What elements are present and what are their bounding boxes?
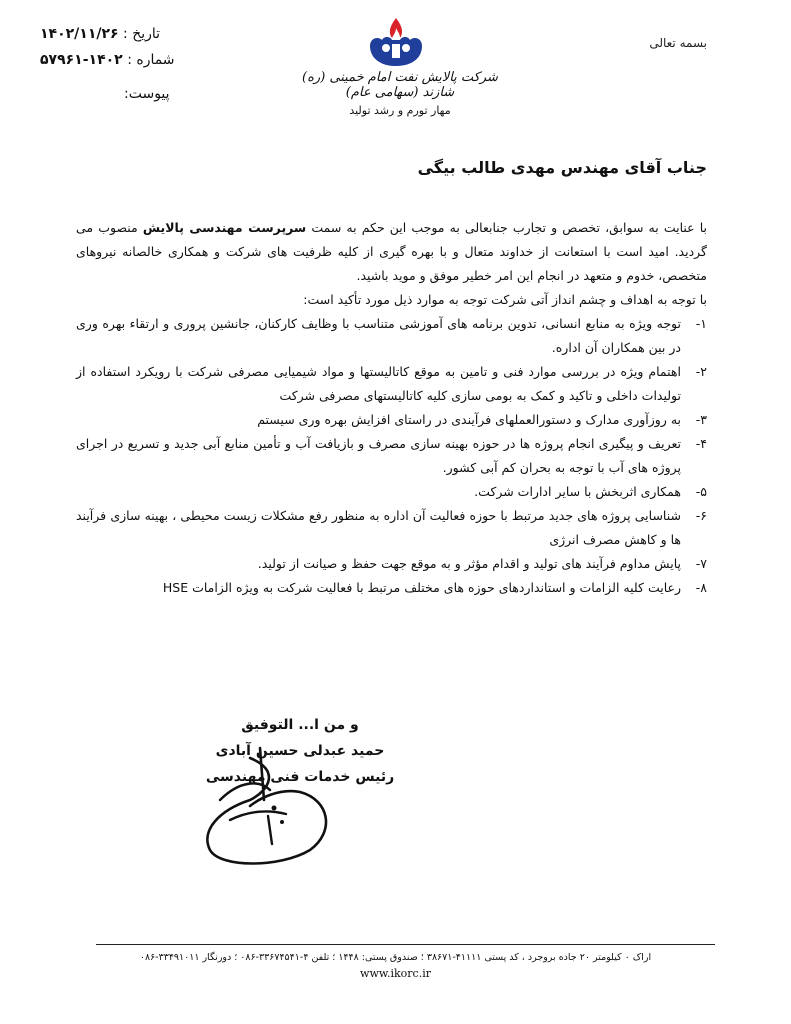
lead-in: با توجه به اهداف و چشم انداز آتی شرکت توجه به موارد ذیل مورد تأکید است: [303,292,707,307]
nioc-flame-logo-icon [360,16,432,72]
list-item [76,432,707,480]
date-label: تاریخ : [123,26,161,42]
list-item [76,576,707,600]
item-number: ۶- [695,508,707,523]
list-item [76,480,707,504]
item-number: ۲- [695,364,707,379]
letter-body [76,216,707,600]
attachment-row [124,86,170,102]
item-text: همکاری اثربخش با سایر ادارات شرکت. [474,484,681,499]
intro-text-1: با عنایت به سوابق، تخصص و تجارب جنابعالی به موجب این حکم به سمت [306,220,708,235]
footer-address: اراک ۰ کیلومتر ۲۰ جاده بروجرد ، کد پستی ۴۱۱۱۱-۳۸۶۷۱ ؛ صندوق پستی: ۱۴۴۸ ؛ تلفن ۴-۳۳۶۷۴۵۴۱-۰۸۶ ؛ دورنگار ۳۳۴۹۱۰۱۱-۰۸۶ [139,952,652,963]
department-slogan: مهار تورم و رشد تولید [349,104,451,117]
number-label: شماره : [127,52,175,68]
item-text: پایش مداوم فرآیند های تولید و اقدام مؤثر و به موقع جهت حفظ و صیانت از تولید. [257,556,681,571]
directives-list [76,312,707,600]
recipient: جناب آقای مهندس مهدی طالب بیگی [417,158,707,177]
item-number: ۸- [695,580,707,595]
handwritten-signature [190,740,340,870]
item-number: ۴- [695,436,707,451]
basmala: بسمه تعالی [649,36,707,50]
signer-title: رئیس خدمات فنی مهندسی [205,769,395,785]
list-item [76,504,707,552]
item-text: به روزآوری مدارک و دستورالعملهای فرآیندی در راستای افزایش بهره وری سیستم [257,412,681,427]
attachment-label: پیوست: [124,86,170,102]
item-number: ۳- [695,412,707,427]
list-item [76,552,707,576]
number-value: ۱۴۰۲-۵۷۹۶۱ [40,52,123,68]
footer-divider [96,944,715,945]
company-name: شرکت پالایش نفت امام خمینی (ره) شازند (سهامی عام) [302,70,498,100]
item-text: تعریف و پیگیری انجام پروژه ها در حوزه بهینه سازی مصرف و بازیافت آب و تأمین منابع آبی جدید و تسریع در اجرای پروژه های آب با توجه به بحران کم آبی کشور. [76,436,681,475]
item-text: رعایت کلیه الزامات و استانداردهای حوزه های مختلف مرتبط با فعالیت شرکت به ویژه الزامات HSE [162,580,681,595]
list-item [76,408,707,432]
item-number: ۵- [695,484,707,499]
item-text: شناسایی پروژه های جدید مرتبط با حوزه فعالیت آن اداره به منظور رفع مشکلات زیست محیطی ، بهینه سازی فرآیند ها و کاهش مصرف انرژی [76,508,681,547]
list-item [76,360,707,408]
position-title: سرپرست مهندسی پالایش [142,220,307,235]
item-text: اهتمام ویژه در بررسی موارد فنی و تامین به موقع کاتالیستها و مواد شیمیایی مصرفی شرکت با رویکرد استفاده از تولیدات داخلی و تاکید و کمک به بومی سازی کلیه کاتالیستهای مصرفی شرکت [76,364,681,403]
closing-phrase: و من ا... التوفیق [241,717,359,733]
footer-website: www.ikorc.ir [360,967,431,980]
date-value: ۱۴۰۲/۱۱/۲۶ [40,26,119,42]
intro-paragraph [76,216,707,288]
item-number: ۷- [695,556,707,571]
list-item [76,312,707,360]
intro-text-2: منصوب می گردید. امید است با استعانت از خداوند متعال و با بهره گیری از کلیه ظرفیت های شرکت و همکاری خالصانه نیروهای متخصص، خدوم و متعهد در انجام این امر خطیر موفق و موید باشید. [76,220,707,283]
number-row [40,52,175,68]
date-row [40,26,160,42]
item-number: ۱- [695,316,707,331]
signer-name: حمید عبدلی حسین آبادی [215,743,385,759]
item-text: توجه ویژه به منابع انسانی، تدوین برنامه های آموزشی متناسب با وظایف کارکنان، جانشین پروری و ارتقاء بهره وری در بین همکاران آن اداره. [76,316,681,355]
